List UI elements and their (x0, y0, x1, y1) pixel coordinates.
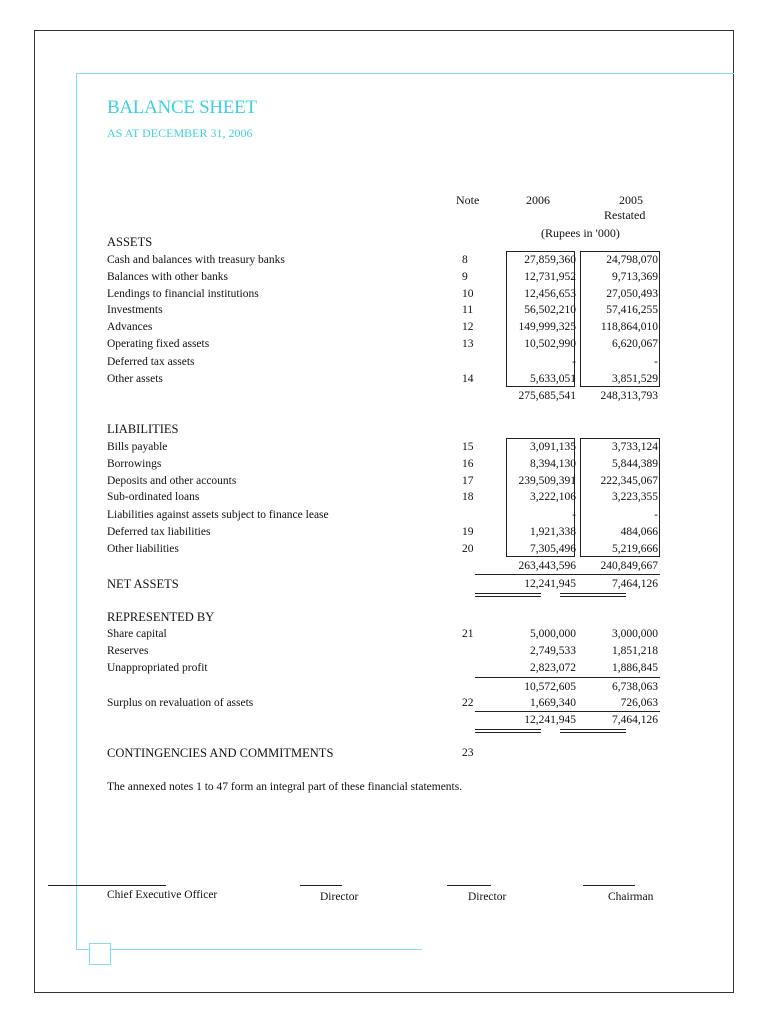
row-2005: 484,066 (620, 526, 658, 538)
net-assets-2006: 12,241,945 (524, 578, 576, 590)
row-2005: 57,416,255 (606, 304, 658, 316)
page-subtitle: AS AT DECEMBER 31, 2006 (107, 126, 253, 140)
contingencies-label: CONTINGENCIES AND COMMITMENTS (107, 746, 334, 760)
signature-line (583, 885, 635, 886)
corner-square-ornament (89, 943, 111, 965)
row-label: Share capital (107, 628, 167, 640)
row-note: 8 (462, 254, 468, 266)
assets-total-2006: 275,685,541 (518, 390, 576, 402)
net-assets-label: NET ASSETS (107, 577, 179, 591)
row-2005: 9,713,369 (612, 271, 658, 283)
row-label: Deferred tax liabilities (107, 526, 211, 538)
rule (560, 677, 660, 678)
row-label: Liabilities against assets subject to finance lease (107, 509, 329, 521)
row-note: 10 (462, 288, 474, 300)
row-2006: 5,633,051 (530, 373, 576, 385)
row-label: Reserves (107, 645, 149, 657)
row-2005: 5,219,666 (612, 543, 658, 555)
assets-total-2005: 248,313,793 (600, 390, 658, 402)
header-2005: 2005 (619, 193, 643, 207)
signature-chairman: Chairman (608, 891, 654, 903)
row-2006: 27,859,360 (524, 254, 576, 266)
row-label: Unappropriated profit (107, 662, 208, 674)
row-label: Lendings to financial institutions (107, 288, 259, 300)
row-label: Deposits and other accounts (107, 475, 237, 487)
row-2006: 12,731,952 (524, 271, 576, 283)
represented-heading: REPRESENTED BY (107, 610, 215, 624)
row-2006: 12,456,653 (524, 288, 576, 300)
represented-total-2005: 7,464,126 (612, 714, 658, 726)
surplus-label: Surplus on revaluation of assets (107, 697, 254, 709)
row-label: Deferred tax assets (107, 356, 195, 368)
row-note: 21 (462, 628, 474, 640)
row-2005: 3,000,000 (612, 628, 658, 640)
row-2005: 1,886,845 (612, 662, 658, 674)
liabilities-heading: LIABILITIES (107, 422, 179, 436)
row-note: 19 (462, 526, 474, 538)
row-2006: - (572, 356, 576, 368)
row-2006: 5,000,000 (530, 628, 576, 640)
row-label: Other liabilities (107, 543, 179, 555)
row-2006: 3,222,106 (530, 491, 576, 503)
assets-heading: ASSETS (107, 235, 153, 249)
row-2006: 2,823,072 (530, 662, 576, 674)
header-2006: 2006 (526, 193, 550, 207)
row-note: 11 (462, 304, 474, 316)
cyan-rule-left (76, 73, 77, 950)
page-title: BALANCE SHEET (107, 97, 257, 118)
row-2005: 6,620,067 (612, 338, 658, 350)
row-note: 12 (462, 321, 474, 333)
row-label: Investments (107, 304, 163, 316)
cyan-rule-bottom (76, 949, 422, 950)
row-note: 17 (462, 475, 474, 487)
row-note: 15 (462, 441, 474, 453)
surplus-note: 22 (462, 697, 474, 709)
header-note: Note (456, 193, 480, 207)
signature-director-1: Director (320, 891, 359, 903)
row-2005: 24,798,070 (606, 254, 658, 266)
footnote: The annexed notes 1 to 47 form an integral part of these financial statements. (107, 781, 463, 793)
row-label: Balances with other banks (107, 271, 229, 283)
header-2005-restated: Restated (604, 208, 646, 222)
row-2006: 10,502,990 (524, 338, 576, 350)
row-2006: 239,509,391 (518, 475, 576, 487)
row-2005: - (654, 509, 658, 521)
row-2005: - (654, 356, 658, 368)
represented-total-2006: 12,241,945 (524, 714, 576, 726)
rule (560, 574, 660, 575)
row-2006: 149,999,325 (518, 321, 576, 333)
row-2006: 3,091,135 (530, 441, 576, 453)
row-label: Advances (107, 321, 153, 333)
row-label: Cash and balances with treasury banks (107, 254, 285, 266)
double-rule (475, 593, 541, 597)
surplus-2005: 726,063 (620, 697, 658, 709)
row-2006: 1,921,338 (530, 526, 576, 538)
row-2006: 7,305,496 (530, 543, 576, 555)
contingencies-note: 23 (462, 747, 474, 759)
row-2005: 3,851,529 (612, 373, 658, 385)
row-2006: - (572, 509, 576, 521)
row-2006: 8,394,130 (530, 458, 576, 470)
double-rule (560, 729, 626, 733)
row-label: Borrowings (107, 458, 162, 470)
liabilities-total-2006: 263,443,596 (518, 560, 576, 572)
row-label: Bills payable (107, 441, 168, 453)
liabilities-total-2005: 240,849,667 (600, 560, 658, 572)
surplus-2006: 1,669,340 (530, 697, 576, 709)
rule (560, 711, 660, 712)
double-rule (560, 593, 626, 597)
row-2005: 27,050,493 (606, 288, 658, 300)
signature-ceo: Chief Executive Officer (107, 889, 218, 901)
row-2006: 56,502,210 (524, 304, 576, 316)
row-2005: 3,733,124 (612, 441, 658, 453)
signature-line (48, 885, 166, 886)
signature-line (300, 885, 342, 886)
row-2005: 1,851,218 (612, 645, 658, 657)
row-2005: 5,844,389 (612, 458, 658, 470)
represented-subtotal-2005: 6,738,063 (612, 681, 658, 693)
represented-subtotal-2006: 10,572,605 (524, 681, 576, 693)
row-2005: 3,223,355 (612, 491, 658, 503)
net-assets-2005: 7,464,126 (612, 578, 658, 590)
double-rule (475, 729, 541, 733)
row-note: 13 (462, 338, 474, 350)
row-note: 18 (462, 491, 474, 503)
row-2006: 2,749,533 (530, 645, 576, 657)
row-note: 20 (462, 543, 474, 555)
row-label: Operating fixed assets (107, 338, 210, 350)
row-2005: 118,864,010 (600, 321, 658, 333)
row-note: 16 (462, 458, 474, 470)
header-units: (Rupees in '000) (541, 226, 620, 240)
cyan-rule-top (76, 73, 734, 74)
row-label: Sub-ordinated loans (107, 491, 200, 503)
signature-director-2: Director (468, 891, 507, 903)
row-note: 14 (462, 373, 474, 385)
row-note: 9 (462, 271, 468, 283)
row-label: Other assets (107, 373, 163, 385)
row-2005: 222,345,067 (600, 475, 658, 487)
signature-line (447, 885, 491, 886)
